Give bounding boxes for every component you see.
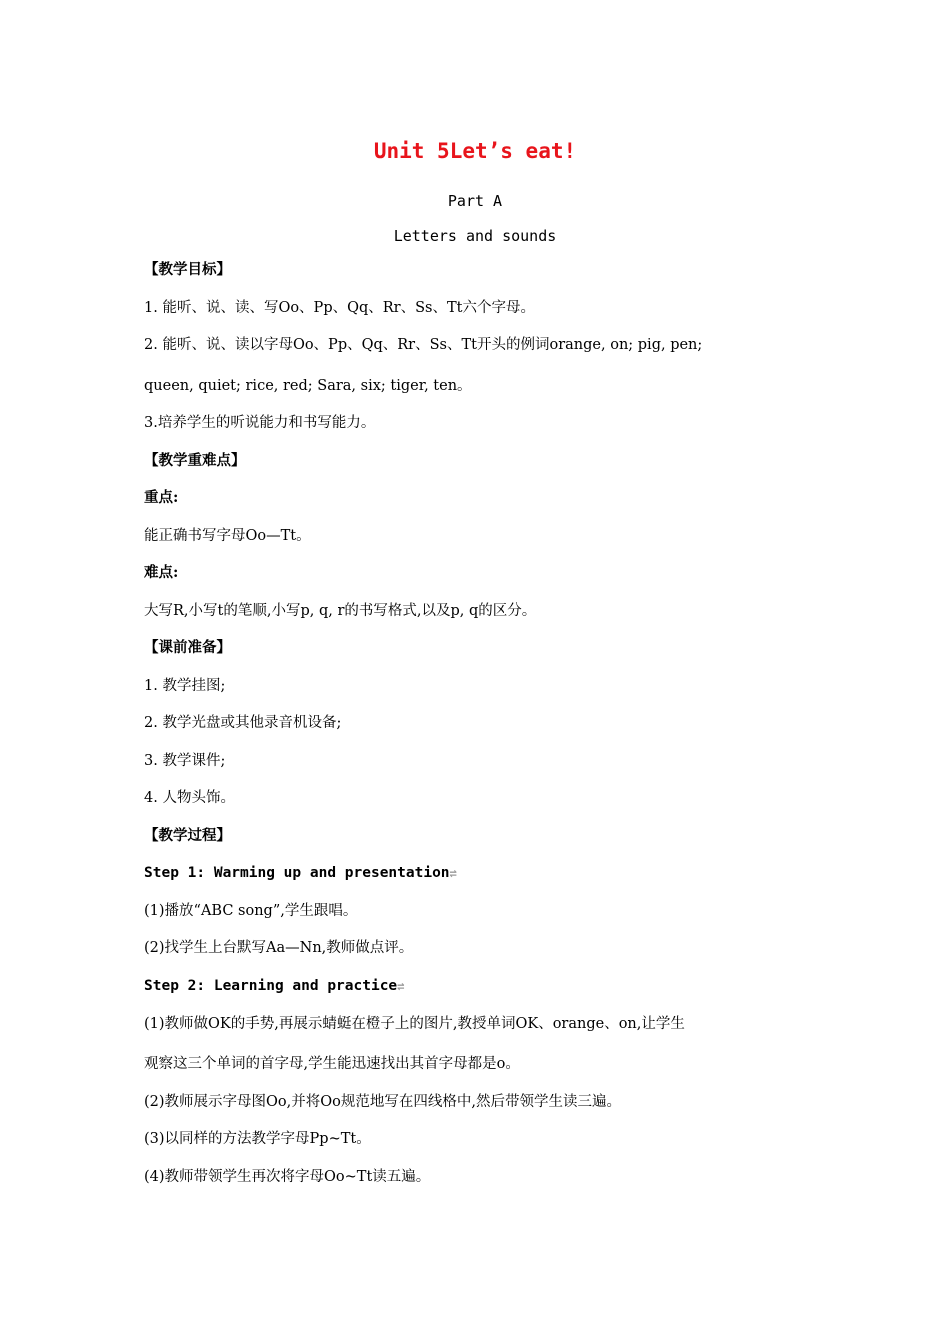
objective-item: 3.培养学生的听说能力和书写能力。 (144, 415, 376, 431)
difficulty-text: 大写R,小写t的笔顺,小写p, q, r的书写格式,以及p, q的区分。 (144, 603, 537, 619)
focus-label: 重点: (144, 489, 179, 506)
objective-item: 1. 能听、说、读、写Oo、Pp、Qq、Rr、Ss、Tt六个字母。 (144, 300, 535, 316)
step2-item: 观察这三个单词的首字母,学生能迅速找出其首字母都是o。 (144, 1056, 520, 1072)
document-title: Unit 5Let’s eat! (373, 139, 577, 163)
focus-text: 能正确书写字母Oo—Tt。 (144, 528, 311, 544)
preparation-heading: 【课前准备】 (144, 639, 231, 656)
step2-item: (3)以同样的方法教学字母Pp~Tt。 (144, 1131, 371, 1147)
difficulty-label: 难点: (144, 564, 179, 581)
paragraph-mark: ⇌ (449, 866, 457, 880)
paragraph-mark: ⇌ (397, 979, 405, 993)
objectives-heading: 【教学目标】 (144, 261, 231, 278)
objective-item: queen, quiet; rice, red; Sara, six; tiger, ten。 (144, 378, 472, 394)
preparation-item: 3. 教学课件; (144, 753, 226, 769)
step2-item: (4)教师带领学生再次将字母Oo~Tt读五遍。 (144, 1169, 431, 1185)
key-points-heading: 【教学重难点】 (144, 452, 246, 469)
step2-item: (2)教师展示字母图Oo,并将Oo规范地写在四线格中,然后带领学生读三遍。 (144, 1094, 621, 1110)
objective-item: 2. 能听、说、读以字母Oo、Pp、Qq、Rr、Ss、Tt开头的例词orange, on; pig, pen; (144, 337, 703, 353)
step1-item: (2)找学生上台默写Aa—Nn,教师做点评。 (144, 940, 414, 956)
process-heading: 【教学过程】 (144, 827, 231, 844)
step1-item: (1)播放“ABC song”,学生跟唱。 (144, 903, 358, 919)
preparation-item: 4. 人物头饰。 (144, 790, 235, 806)
preparation-item: 1. 教学挂图; (144, 678, 226, 694)
step1-title: Step 1: Warming up and presentation⇌ (144, 865, 457, 881)
step2-title: Step 2: Learning and practice⇌ (144, 978, 405, 994)
step2-item: (1)教师做OK的手势,再展示蜻蜓在橙子上的图片,教授单词OK、orange、on,让学生 (144, 1016, 685, 1032)
preparation-item: 2. 教学光盘或其他录音机设备; (144, 715, 342, 731)
section-label: Letters and sounds (393, 227, 557, 245)
part-label: Part A (447, 192, 503, 210)
